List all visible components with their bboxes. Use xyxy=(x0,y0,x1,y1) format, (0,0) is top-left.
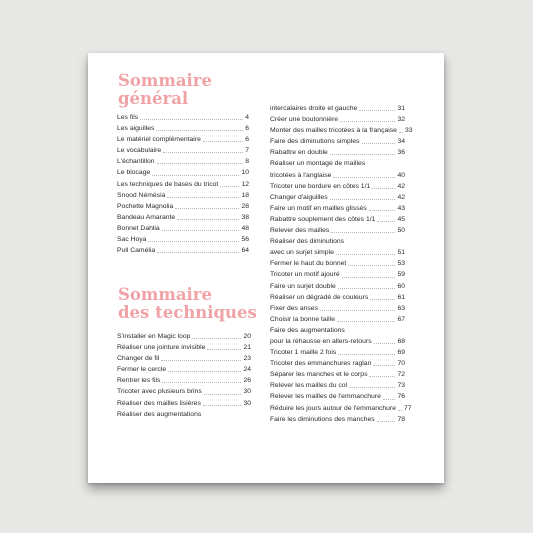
toc-entry xyxy=(270,414,405,425)
toc-entry xyxy=(270,314,405,325)
toc-entry xyxy=(270,292,405,303)
dot-leader xyxy=(331,232,395,233)
toc-entry-page: 68 xyxy=(397,337,405,345)
dot-leader xyxy=(362,143,396,144)
toc-entry-page: 73 xyxy=(397,382,405,390)
toc-entry-page: 72 xyxy=(397,371,405,379)
toc-entry-page: 32 xyxy=(397,116,405,124)
toc-entry-label: Fermer le haut du bonnet xyxy=(270,260,347,268)
toc-entry-label: Choisir la bonne taille xyxy=(270,315,335,323)
dot-leader xyxy=(338,288,396,289)
dot-leader xyxy=(152,175,239,176)
toc-entry xyxy=(270,114,405,125)
toc-entry-page: 7 xyxy=(245,147,249,155)
toc-entry-label: Le blocage xyxy=(117,169,151,177)
dot-leader xyxy=(370,299,395,300)
toc-entry-label: L'échantillon xyxy=(117,158,155,166)
toc-entry-page: 20 xyxy=(243,333,251,340)
toc-entry-page: 43 xyxy=(397,204,405,212)
toc-entry-label: Réaliser un dégradé de couleurs xyxy=(270,293,369,301)
toc-entry-page: 8 xyxy=(245,158,249,166)
sommaire-techniques-heading xyxy=(118,286,257,322)
toc-entry-page: 77 xyxy=(403,404,412,412)
toc-entry-label: Le matériel complémentaire xyxy=(117,136,201,144)
toc-entry-page: 18 xyxy=(241,191,249,199)
dot-leader xyxy=(175,208,239,209)
toc-entry-label: Réaliser une jointure invisible xyxy=(117,344,206,352)
toc-entry xyxy=(117,179,249,190)
toc-entry xyxy=(270,125,413,136)
toc-entry-label: Réaliser un montage de mailles xyxy=(270,160,366,168)
dot-leader xyxy=(148,241,239,242)
toc-entry-label: pour la réhausse en allers-retours xyxy=(270,337,372,345)
toc-entry xyxy=(270,325,405,336)
toc-entry xyxy=(270,403,412,414)
toc-entry-label: Faire des augmentations xyxy=(270,326,345,334)
toc-entry-page: 36 xyxy=(397,149,405,157)
toc-entry xyxy=(117,331,251,342)
toc-entry-label: Le vocabulaire xyxy=(117,147,162,155)
toc-entry-page: 59 xyxy=(397,271,405,279)
dot-leader xyxy=(207,349,241,350)
toc-entry-label: Créer une boutonnière xyxy=(270,116,339,124)
sommaire-general-heading xyxy=(118,72,212,108)
toc-entry-label: Réaliser des diminutions xyxy=(270,238,345,246)
toc-entry xyxy=(270,236,405,247)
toc-entry-page: 78 xyxy=(397,415,405,423)
toc-entry xyxy=(117,364,251,375)
toc-general-list xyxy=(117,112,249,256)
dot-leader xyxy=(336,254,396,255)
toc-entry-page: 51 xyxy=(397,249,405,257)
toc-entry-page: 26 xyxy=(243,377,251,385)
toc-entry-page: 6 xyxy=(245,125,249,133)
toc-entry-label: Relever des mailles xyxy=(270,227,330,235)
dot-leader xyxy=(157,163,244,164)
toc-entry xyxy=(270,347,405,358)
toc-entry xyxy=(270,336,405,347)
dot-leader xyxy=(140,119,243,120)
toc-entry xyxy=(117,342,251,353)
toc-entry xyxy=(117,386,251,397)
dot-leader xyxy=(168,371,241,372)
toc-entry-label: Tricoter des emmanchures raglan xyxy=(270,360,372,368)
dot-leader xyxy=(163,152,243,153)
toc-entry-page: 30 xyxy=(243,399,251,407)
toc-entry-page: 67 xyxy=(397,315,405,323)
toc-entry-label: Séparer les manches et le corps xyxy=(270,371,368,379)
heading-line-1: Sommaire xyxy=(118,285,212,304)
toc-entry xyxy=(270,358,405,369)
toc-entry-label: Relever les mailles du col xyxy=(270,382,348,390)
dot-leader xyxy=(342,277,396,278)
toc-entry-label: Bonnet Dahlia xyxy=(117,224,160,232)
toc-entry xyxy=(270,214,405,225)
toc-entry-label: Les fils xyxy=(117,114,139,121)
dot-leader xyxy=(340,121,395,122)
toc-entry xyxy=(117,190,249,201)
toc-entry-page: 53 xyxy=(397,260,405,268)
toc-entry xyxy=(270,158,405,169)
toc-entry-label: Pull Camélia xyxy=(117,247,156,255)
toc-entry xyxy=(270,391,405,402)
toc-entry xyxy=(270,269,405,280)
toc-entry xyxy=(270,258,405,269)
toc-entry-label: Fixer des anses xyxy=(270,304,318,312)
toc-entry-label: Monter des mailles tricotées à la française xyxy=(270,127,397,135)
toc-entry-label: Les aiguilles xyxy=(117,125,155,133)
toc-entry-label: Changer d'aiguilles xyxy=(270,193,328,201)
dot-leader xyxy=(204,394,242,395)
dot-leader xyxy=(330,154,396,155)
toc-entry-label: Rentrer les fils xyxy=(117,377,161,385)
toc-entry xyxy=(270,247,405,258)
toc-entry-label: intercalaires droite et gauche xyxy=(270,105,358,112)
dot-leader xyxy=(177,219,239,220)
toc-entry xyxy=(270,136,405,147)
dot-leader xyxy=(398,410,402,411)
dot-leader xyxy=(338,354,395,355)
toc-entry-page: 6 xyxy=(245,136,249,144)
toc-entry-label: Faire des diminutions simples xyxy=(270,138,360,146)
dot-leader xyxy=(373,365,395,366)
toc-entry-page: 42 xyxy=(397,193,405,201)
toc-entry-page: 63 xyxy=(397,304,405,312)
dot-leader xyxy=(156,130,243,131)
toc-entry-label: Rabattre souplement des côtes 1/1 xyxy=(270,215,376,223)
toc-entry-label: Sac Hoya xyxy=(117,236,147,244)
toc-entry xyxy=(270,147,405,158)
toc-entry-page: 30 xyxy=(243,388,251,396)
toc-entry-label: Réduire les jours autour de l'emmanchure xyxy=(270,404,396,412)
dot-leader xyxy=(162,230,240,231)
toc-entry xyxy=(117,145,249,156)
toc-entry-page: 64 xyxy=(241,247,249,255)
toc-entry xyxy=(117,409,251,420)
toc-techniques-right-list xyxy=(270,103,413,425)
toc-entry-page: 24 xyxy=(243,366,251,374)
heading-line-1: Sommaire xyxy=(118,71,212,90)
dot-leader xyxy=(330,199,396,200)
dot-leader xyxy=(372,188,395,189)
toc-entry-label: Pochette Magnolia xyxy=(117,202,174,210)
toc-entry xyxy=(117,134,249,145)
toc-entry-page: 50 xyxy=(397,227,405,235)
dot-leader xyxy=(333,177,395,178)
toc-entry-page: 38 xyxy=(241,213,249,221)
toc-entry xyxy=(270,103,405,114)
dot-leader xyxy=(161,360,241,361)
toc-entry-label: Changer de fil xyxy=(117,355,160,363)
toc-entry xyxy=(117,167,249,178)
toc-entry-page: 70 xyxy=(397,360,405,368)
toc-entry-label: Tricoter avec plusieurs brins xyxy=(117,388,202,396)
dot-leader xyxy=(383,399,396,400)
heading-line-2: général xyxy=(118,89,189,108)
toc-entry xyxy=(270,369,405,380)
toc-entry xyxy=(117,398,251,409)
dot-leader xyxy=(369,376,395,377)
dot-leader xyxy=(192,338,241,339)
toc-entry-page: 34 xyxy=(397,138,405,146)
toc-entry xyxy=(117,201,249,212)
toc-entry xyxy=(117,212,249,223)
toc-entry-page: 48 xyxy=(241,224,249,232)
toc-entry-label: Faire un surjet double xyxy=(270,282,336,290)
toc-entry xyxy=(270,170,405,181)
toc-entry-page: 28 xyxy=(241,202,249,210)
dot-leader xyxy=(359,110,395,111)
toc-entry-label: Fermer le cercle xyxy=(117,366,167,374)
toc-entry-page: 76 xyxy=(397,393,405,401)
toc-entry-page: 4 xyxy=(245,114,249,121)
toc-entry-page: 69 xyxy=(397,349,405,357)
toc-entry xyxy=(117,223,249,234)
toc-entry-page: 31 xyxy=(397,105,405,112)
toc-entry-page: 61 xyxy=(397,293,405,301)
dot-leader xyxy=(369,210,396,211)
dot-leader xyxy=(337,321,395,322)
toc-entry-page: 33 xyxy=(404,127,413,135)
dot-leader xyxy=(157,252,239,253)
toc-entry-label: Rabattre en double xyxy=(270,149,328,157)
toc-entry-page: 23 xyxy=(243,355,251,363)
toc-entry xyxy=(270,225,405,236)
toc-entry xyxy=(270,281,405,292)
toc-entry-page: 40 xyxy=(397,171,405,179)
toc-entry-label: Bandeau Amarante xyxy=(117,213,176,221)
toc-entry-page: 10 xyxy=(241,169,249,177)
dot-leader xyxy=(349,387,395,388)
toc-entry-page: 45 xyxy=(397,215,405,223)
toc-entry xyxy=(270,303,405,314)
toc-entry-label: Snood Némésia xyxy=(117,191,166,199)
dot-leader xyxy=(203,141,243,142)
toc-entry xyxy=(270,192,405,203)
toc-entry-page: 56 xyxy=(241,236,249,244)
toc-entry xyxy=(117,234,249,245)
toc-entry xyxy=(117,156,249,167)
toc-entry-label: Tricoter une bordure en côtes 1/1 xyxy=(270,182,371,190)
toc-entry-label: Réaliser des augmentations xyxy=(117,410,202,418)
dot-leader xyxy=(167,197,239,198)
dot-leader xyxy=(320,310,395,311)
toc-entry xyxy=(117,375,251,386)
dot-leader xyxy=(374,343,396,344)
toc-entry-page: 21 xyxy=(243,344,251,352)
toc-entry xyxy=(117,353,251,364)
dot-leader xyxy=(203,405,242,406)
toc-entry xyxy=(270,203,405,214)
dot-leader xyxy=(348,265,395,266)
toc-entry xyxy=(270,380,405,391)
heading-line-2: des techniques xyxy=(118,303,257,322)
toc-entry-page: 42 xyxy=(397,182,405,190)
toc-entry-label: avec un surjet simple xyxy=(270,249,334,257)
toc-entry xyxy=(270,181,405,192)
toc-entry-label: Faire les diminutions des manches xyxy=(270,415,375,423)
book-page xyxy=(88,53,444,483)
dot-leader xyxy=(162,382,241,383)
toc-entry-label: Tricoter 1 maille 2 fois xyxy=(270,349,337,357)
dot-leader xyxy=(377,421,396,422)
toc-entry-label: Tricoter un motif ajouré xyxy=(270,271,340,279)
toc-entry-label: Réaliser des mailles lisières xyxy=(117,399,201,407)
dot-leader xyxy=(220,186,239,187)
toc-entry-label: tricotées à l'anglaise xyxy=(270,171,332,179)
toc-entry-label: Faire un motif en mailles glissés xyxy=(270,204,367,212)
dot-leader xyxy=(399,132,403,133)
toc-entry-label: Relever les mailles de l'emmanchure xyxy=(270,393,381,401)
toc-entry xyxy=(117,123,249,134)
toc-entry-page: 12 xyxy=(241,180,249,188)
toc-entry xyxy=(117,112,249,123)
toc-entry-page: 60 xyxy=(397,282,405,290)
toc-entry-label: S'installer en Magic loop xyxy=(117,333,191,340)
dot-leader xyxy=(377,221,395,222)
toc-entry-label: Les techniques de bases du tricot xyxy=(117,180,219,188)
toc-techniques-left-list xyxy=(117,331,251,420)
toc-entry xyxy=(117,245,249,256)
